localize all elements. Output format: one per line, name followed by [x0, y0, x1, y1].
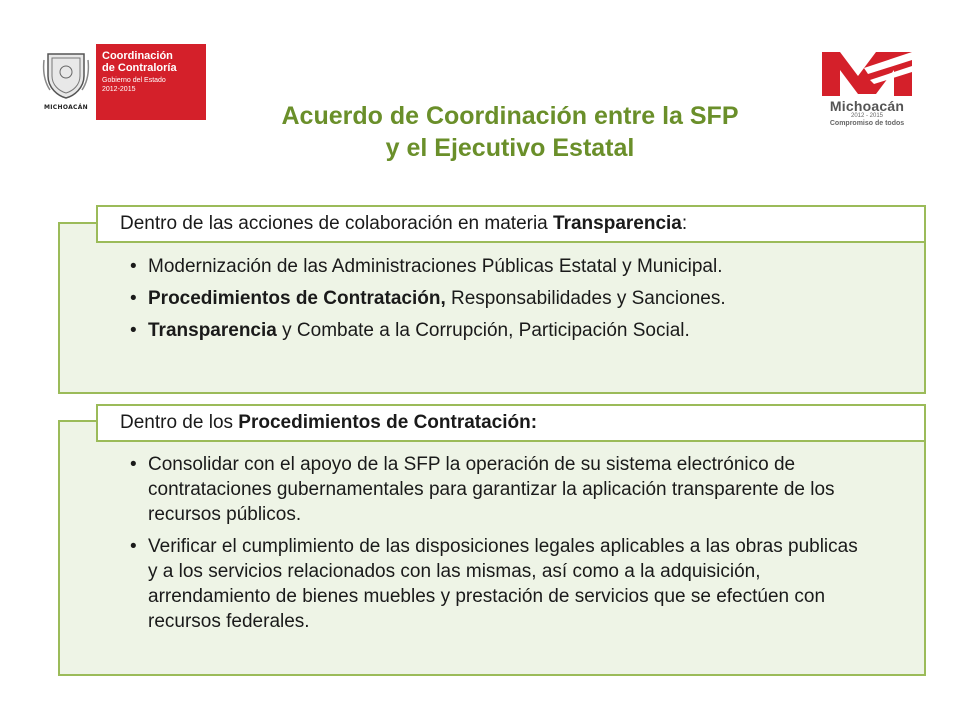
- item-bold: Procedimientos de Contratación,: [148, 288, 446, 309]
- contratacion-heading: [96, 404, 926, 442]
- item-text: Consolidar con el apoyo de la SFP la operación de su sistema electrónico de contrataciones gubernamentales para garantizar la aplicación transparente de los recursos públicos.: [148, 454, 835, 525]
- heading-suffix: :: [681, 213, 688, 234]
- list-item: [128, 286, 778, 311]
- heading-text: Dentro de los: [120, 412, 239, 433]
- contraloria-red-box: [96, 44, 206, 120]
- title-line-1: Acuerdo de Coordinación entre la SFP: [281, 102, 739, 130]
- item-bold: Transparencia: [148, 320, 277, 341]
- item-text: Verificar el cumplimiento de las disposiciones legales aplicables a las obras publicas y a los servicios relacionados con las mismas, así como a la adquisición, arrendamiento de bienes muebles y prestación de servicios que se efectúen con recursos federales.: [148, 536, 858, 632]
- logo-line-1: Coordinación: [102, 50, 173, 62]
- logo-line-3: Gobierno del Estado: [102, 77, 166, 84]
- item-text: y Combate a la Corrupción, Participación Social.: [276, 320, 690, 341]
- heading-bold: Procedimientos de Contratación:: [238, 412, 538, 433]
- heading-bold: Transparencia: [553, 213, 682, 234]
- coordinacion-contraloria-logo: [36, 44, 208, 120]
- michoacan-slogan: Compromiso de todos: [829, 120, 905, 127]
- michoacan-name: Michoacán: [829, 98, 905, 114]
- michoacan-logo: [818, 46, 916, 128]
- michoacan-m-icon: [818, 46, 916, 98]
- heading-text: Dentro de las acciones de colaboración en materia: [120, 213, 554, 234]
- contratacion-list: [128, 452, 868, 641]
- michoacan-years: 2012 - 2015: [850, 113, 884, 119]
- list-item: [128, 534, 868, 634]
- title-line-2: y el Ejecutivo Estatal: [385, 134, 635, 162]
- logo-line-4: 2012-2015: [102, 86, 136, 93]
- page-title: [240, 100, 780, 164]
- shield-caption: MICHOACÁN: [44, 104, 88, 111]
- transparencia-list: [128, 254, 778, 350]
- item-text: Responsabilidades y Sanciones.: [445, 288, 726, 309]
- logo-line-2: de Contraloría: [102, 62, 177, 74]
- item-text: Modernización de las Administraciones Públicas Estatal y Municipal.: [148, 256, 723, 277]
- list-item: [128, 254, 778, 279]
- state-shield-emblem: [36, 44, 96, 120]
- shield-icon: [42, 50, 90, 100]
- transparencia-heading: [96, 205, 926, 243]
- list-item: [128, 452, 868, 527]
- list-item: [128, 318, 778, 343]
